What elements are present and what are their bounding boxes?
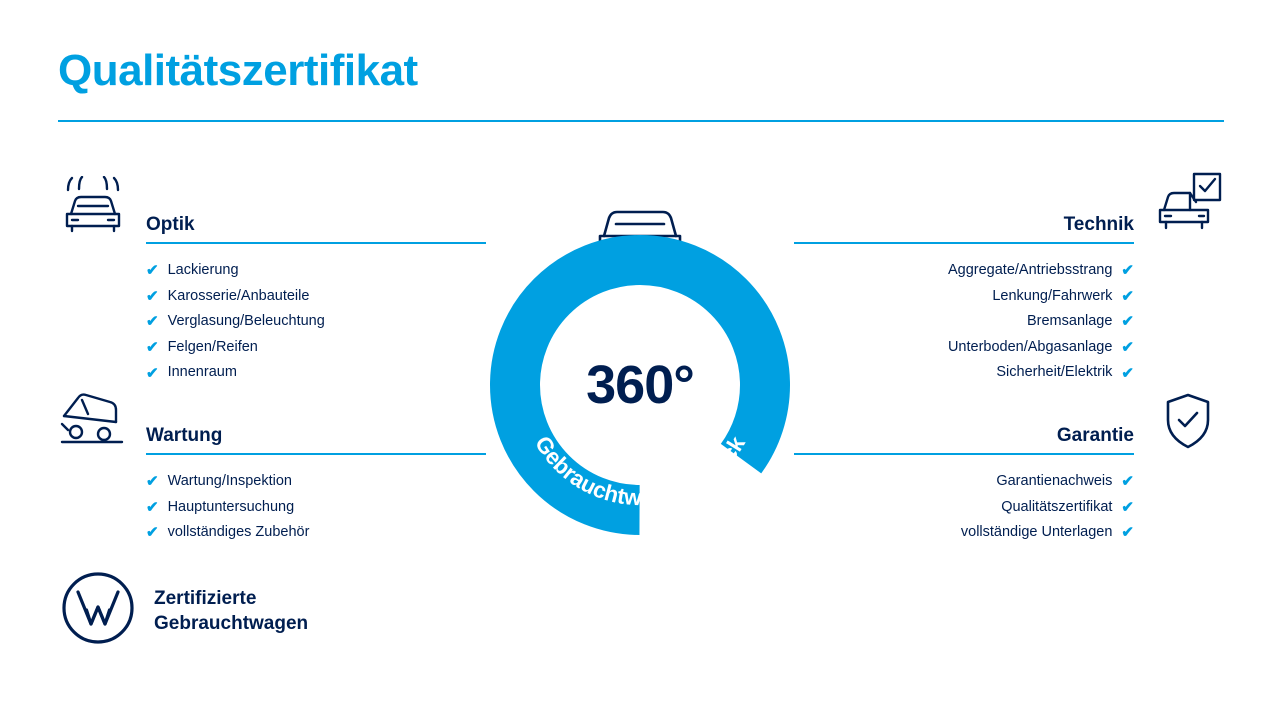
- check-icon: ✔: [1121, 473, 1134, 491]
- list-item: [146, 309, 486, 335]
- check-icon: ✔: [1121, 364, 1134, 382]
- check-icon: ✔: [1121, 498, 1134, 516]
- list-item-label: Lackierung: [167, 262, 239, 278]
- car-checklist-icon: [1156, 172, 1222, 243]
- section-header: [794, 409, 1134, 447]
- check-icon: ✔: [146, 498, 159, 516]
- check-icon: ✔: [146, 364, 159, 382]
- footer-line-2: Gebrauchtwagen: [154, 612, 309, 634]
- section-garantie: [794, 409, 1134, 546]
- section-divider: [146, 453, 486, 455]
- list-item: [146, 284, 486, 310]
- vw-logo-icon: [60, 570, 136, 651]
- list-item-label: Karosserie/Anbauteile: [167, 287, 310, 304]
- check-icon: ✔: [146, 262, 159, 280]
- list-item: [794, 258, 1134, 284]
- section-optik: [146, 198, 486, 386]
- checklist: [794, 469, 1134, 546]
- check-icon: ✔: [146, 473, 159, 491]
- section-technik: [794, 198, 1134, 386]
- section-divider: [146, 242, 486, 244]
- check-icon: ✔: [146, 339, 159, 357]
- degree-value: 360°: [586, 355, 694, 415]
- list-item: [794, 469, 1134, 495]
- list-item: [794, 360, 1134, 386]
- check-icon: ✔: [1121, 262, 1134, 280]
- section-title: Garantie: [1056, 425, 1134, 446]
- list-item: [794, 495, 1134, 521]
- check-icon: ✔: [1121, 524, 1134, 542]
- check-icon: ✔: [1121, 313, 1134, 331]
- shield-check-icon: [1164, 392, 1212, 455]
- list-item-label: Qualitätszertifikat: [1001, 498, 1113, 515]
- checklist: [794, 258, 1134, 386]
- list-item: [146, 258, 486, 284]
- list-item-label: Innenraum: [167, 364, 237, 381]
- list-item: [146, 469, 486, 495]
- check-icon: ✔: [1121, 287, 1134, 305]
- svg-text:Gebrauchtwagen-Check: Gebrauchtwagen-Check: [530, 431, 750, 511]
- check-icon: ✔: [146, 524, 159, 542]
- page-title: Qualitätszertifikat: [58, 46, 418, 95]
- section-divider: [794, 453, 1134, 455]
- check-icon: ✔: [146, 287, 159, 305]
- list-item: [146, 495, 486, 521]
- checklist: [146, 258, 486, 386]
- list-item-label: vollständiges Zubehör: [167, 524, 310, 541]
- section-wartung: [146, 409, 486, 546]
- list-item: [794, 284, 1134, 310]
- list-item-label: Lenkung/Fahrwerk: [992, 287, 1113, 304]
- list-item: [794, 520, 1134, 546]
- list-item-label: Aggregate/Antriebsstrang: [947, 262, 1113, 278]
- list-item-label: Sicherheit/Elektrik: [996, 364, 1113, 381]
- section-divider: [794, 242, 1134, 244]
- car-wash-icon: [58, 176, 128, 243]
- list-item-label: Verglasung/Beleuchtung: [167, 313, 325, 330]
- car-lift-icon: [58, 388, 128, 455]
- footer-text: [154, 586, 308, 636]
- title-divider: [58, 120, 1224, 122]
- list-item: [794, 309, 1134, 335]
- checklist: [146, 469, 486, 546]
- footer-line-1: Zertifizierte: [154, 587, 257, 609]
- list-item: [146, 335, 486, 361]
- list-item-label: Bremsanlage: [1026, 313, 1113, 330]
- check-ring: [490, 235, 790, 535]
- list-item: [794, 335, 1134, 361]
- section-title: Technik: [1063, 214, 1134, 235]
- list-item-label: vollständige Unterlagen: [960, 524, 1113, 541]
- list-item-label: Unterboden/Abgasanlage: [947, 338, 1113, 355]
- list-item-label: Felgen/Reifen: [167, 338, 258, 355]
- footer-brand: [60, 570, 308, 651]
- list-item-label: Hauptuntersuchung: [167, 498, 295, 515]
- section-header: [146, 409, 486, 447]
- list-item: [146, 360, 486, 386]
- list-item-label: Wartung/Inspektion: [167, 473, 292, 489]
- section-header: [146, 198, 486, 236]
- check-icon: ✔: [1121, 339, 1134, 357]
- section-title: Optik: [146, 214, 195, 235]
- section-title: Wartung: [146, 425, 223, 446]
- list-item-label: Garantienachweis: [996, 473, 1113, 489]
- section-header: [794, 198, 1134, 236]
- list-item: [146, 520, 486, 546]
- check-icon: ✔: [146, 313, 159, 331]
- ring-center-label: [490, 235, 790, 535]
